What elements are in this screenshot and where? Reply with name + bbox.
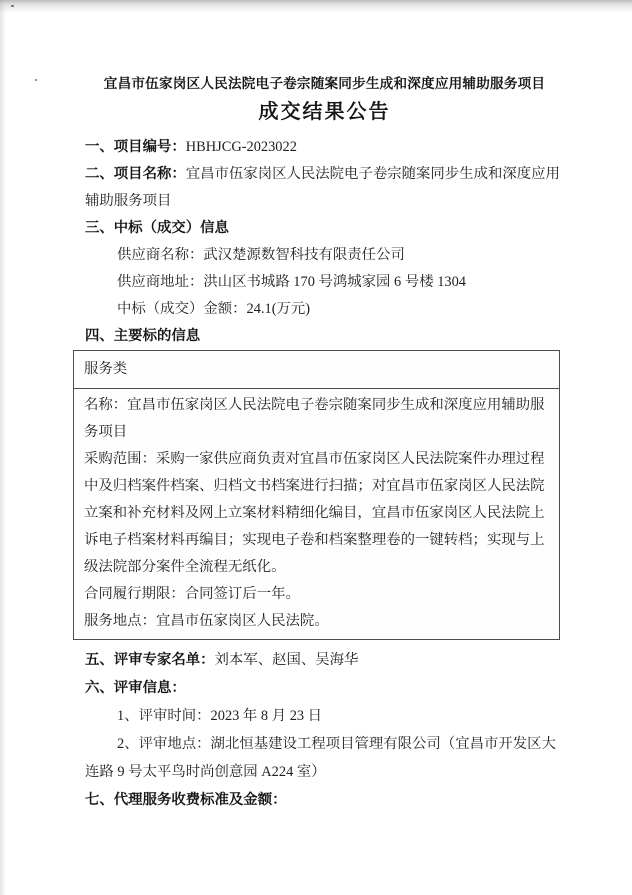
supplier-name-line: [85, 242, 564, 269]
review-time-label: 1、评审时间：: [117, 708, 211, 724]
table-body-cell: [74, 389, 559, 639]
section-project-number-label: 一、项目编号：: [85, 139, 186, 155]
review-location-label: 2、评审地点：: [117, 736, 211, 752]
supplier-name-value: 武汉楚源数智科技有限责任公司: [203, 247, 405, 263]
section-project-name-label: 二、项目名称：: [85, 166, 186, 182]
project-number-value: HBHJCG-2023022: [185, 139, 297, 155]
review-time-line: [85, 702, 564, 730]
project-name-value: 宜昌市伍家岗区人民法院电子卷宗随案同步生成和深度应用辅助服务项目: [85, 166, 560, 209]
supplier-address-label: 供应商地址：: [117, 274, 204, 290]
review-location-line: [85, 730, 564, 786]
review-location-value: 湖北恒基建设工程项目管理有限公司（宜昌市开发区大连路 9 号太平鸟时尚创意园 A224 室）: [85, 736, 556, 780]
scan-speck: [35, 79, 37, 81]
table-row-service-location: 服务地点：宜昌市伍家岗区人民法院。: [84, 613, 329, 629]
table-row-name: 名称：宜昌市伍家岗区人民法院电子卷宗随案同步生成和深度应用辅助服务项目: [84, 397, 545, 440]
section-experts-line: [85, 646, 564, 674]
section-project-number: [85, 134, 564, 161]
document-title-line1: 宜昌市伍家岗区人民法院电子卷宗随案同步生成和深度应用辅助服务项目: [103, 76, 546, 91]
scan-edge-left: [0, 0, 6, 895]
section-review-info-heading: 六、评审信息：: [85, 680, 186, 696]
award-amount-label: 中标（成交）金额：: [117, 301, 247, 317]
review-time-value: 2023 年 8 月 23 日: [210, 708, 323, 724]
supplier-address-value: 洪山区书城路 170 号鸿城家园 6 号楼 1304: [203, 274, 466, 290]
award-amount-line: [85, 296, 564, 323]
table-header-service-type: 服务类: [74, 351, 559, 389]
supplier-address-line: [85, 269, 564, 296]
section-project-name: [85, 161, 564, 215]
award-amount-value: 24.1(万元): [246, 301, 311, 317]
section-award-info-heading: 三、中标（成交）信息: [85, 220, 229, 236]
main-item-table: [73, 350, 560, 640]
scan-speck: [11, 5, 14, 7]
experts-label: 五、评审专家名单：: [85, 652, 215, 668]
table-row-scope: 采购范围：采购一家供应商负责对宜昌市伍家岗区人民法院案件办理过程中及归档案件档案、归档文书档案进行扫描；对宜昌市伍家岗区人民法院立案和补充材料及网上立案材料精细化编目，宜昌市伍家岗区人民法院上诉电子档案材料再编目；实现电子卷和档案整理卷的一键转档；实现与上级法院部分案件全流程无纸化。: [84, 451, 545, 575]
document-title-line2: 成交结果公告: [258, 101, 391, 123]
document-content: [85, 0, 564, 814]
supplier-name-label: 供应商名称：: [117, 247, 204, 263]
table-row-contract-term: 合同履行期限：合同签订后一年。: [84, 586, 300, 602]
section-main-item-heading: 四、主要标的信息: [85, 328, 201, 344]
experts-names: 刘本军、赵国、吴海华: [214, 652, 359, 668]
section-agency-fee-heading: 七、代理服务收费标准及金额：: [85, 792, 287, 808]
